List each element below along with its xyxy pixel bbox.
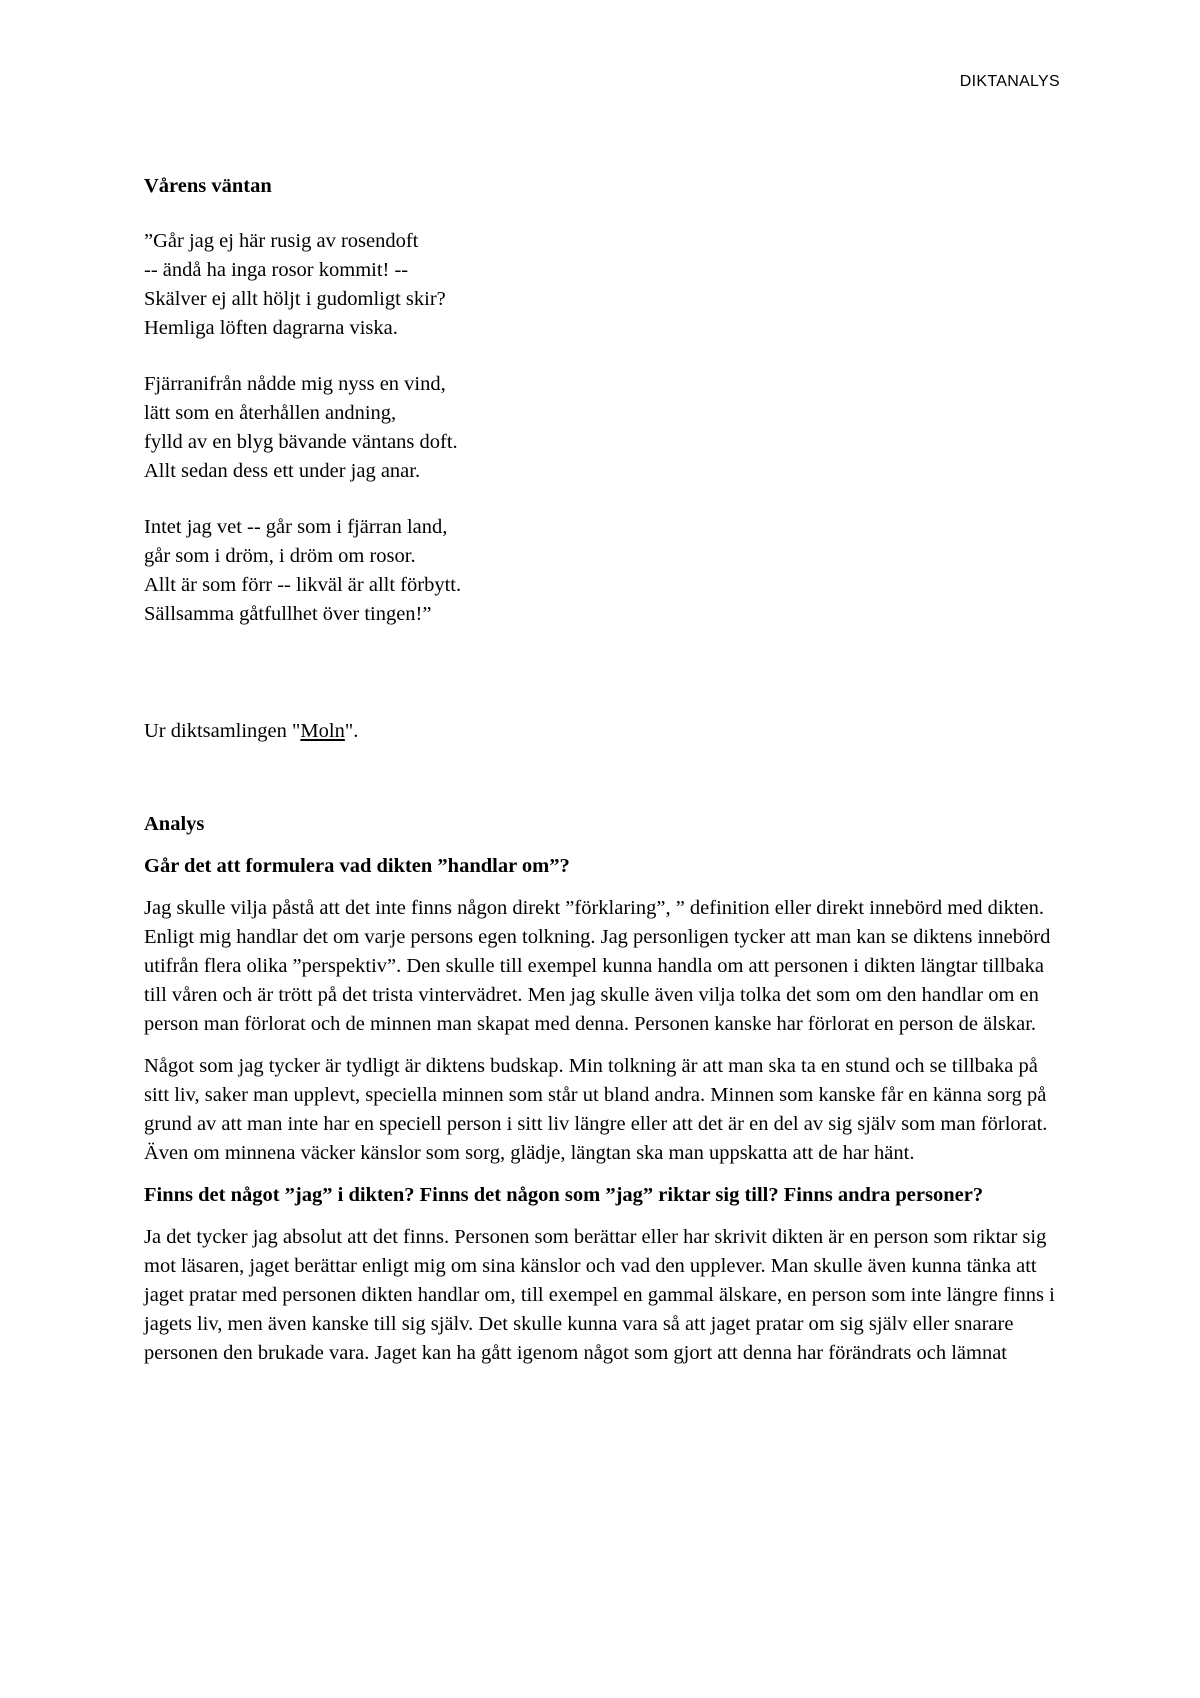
poem-stanza-2 [144, 370, 1064, 486]
analysis-paragraph-1: Jag skulle vilja påstå att det inte finns någon direkt ”förklaring”, ” definition eller direkt innebörd med dikten. Enligt mig handlar det om varje persons egen tolkning. Jag personligen tycker att man kan se diktens innebörd utifrån flera olika ”perspektiv”. Den skulle till exempel kunna handla om att personen i dikten längtar tillbaka till våren och är trött på det trista vintervädret. Men jag skulle även vilja tolka det som om den handlar om en person man förlorat och de minnen man skapat med denna. Personen kanske har förlorat en person de älskar. [144, 897, 1051, 1035]
poem-line: Skälver ej allt höljt i gudomligt skir? [144, 288, 446, 310]
source-prefix: Ur diktsamlingen " [144, 720, 301, 742]
page-header: DIKTANALYS [959, 73, 1060, 90]
poem-line: Hemliga löften dagrarna viska. [144, 317, 398, 339]
poem-stanza-1 [144, 227, 1064, 343]
document-body [144, 172, 1064, 1381]
poem-line: -- ändå ha inga rosor kommit! -- [144, 259, 409, 281]
poem-line: Sällsamma gåtfullhet över tingen!” [144, 603, 432, 625]
poem-line: ”Går jag ej här rusig av rosendoft [144, 230, 419, 252]
poem-title: Vårens väntan [144, 175, 272, 197]
poem-line: fylld av en blyg bävande väntans doft. [144, 431, 458, 453]
source-suffix: ". [344, 720, 359, 742]
poem-line: Fjärranifrån nådde mig nyss en vind, [144, 373, 446, 395]
poem-line: Intet jag vet -- går som i fjärran land, [144, 516, 448, 538]
poem-line: går som i dröm, i dröm om rosor. [144, 545, 416, 567]
poem-line: lätt som en återhållen andning, [144, 402, 397, 424]
analysis-paragraph-2: Något som jag tycker är tydligt är diktens budskap. Min tolkning är att man ska ta en stund och se tillbaka på sitt liv, saker man upplevt, speciella minnen som står ut bland andra. Minnen som kanske får en känna sorg på grund av att man inte har en speciell person i sitt liv längre eller att det är en del av sig själv som man förlorat. Även om minnena väcker känslor som sorg, glädje, längtan ska man uppskatta att de har hänt. [144, 1055, 1048, 1164]
poem-stanza-3 [144, 513, 1064, 629]
question-heading-1: Går det att formulera vad dikten ”handlar om”? [144, 855, 570, 877]
poem-line: Allt är som förr -- likväl är allt förbytt. [144, 574, 462, 596]
source-link[interactable]: Moln [300, 720, 345, 742]
analysis-heading: Analys [144, 813, 205, 835]
question-heading-2: Finns det något ”jag” i dikten? Finns det någon som ”jag” riktar sig till? Finns andra personer? [144, 1184, 984, 1206]
analysis-paragraph-3: Ja det tycker jag absolut att det finns. Personen som berättar eller har skrivit dikten är en person som riktar sig mot läsaren, jaget berättar enligt mig om sina känslor och vad den upplever. Man skulle även kunna tänka att jaget pratar med personen dikten handlar om, till exempel en gammal älskare, en person som inte längre finns i jagets liv, men även kanske till sig själv. Det skulle kunna vara så att jaget pratar om sig själv eller snarare personen den brukade vara. Jaget kan ha gått igenom något som gjort att denna har förändrats och lämnat [144, 1226, 1055, 1364]
poem-source [144, 717, 1064, 746]
poem-line: Allt sedan dess ett under jag anar. [144, 460, 421, 482]
